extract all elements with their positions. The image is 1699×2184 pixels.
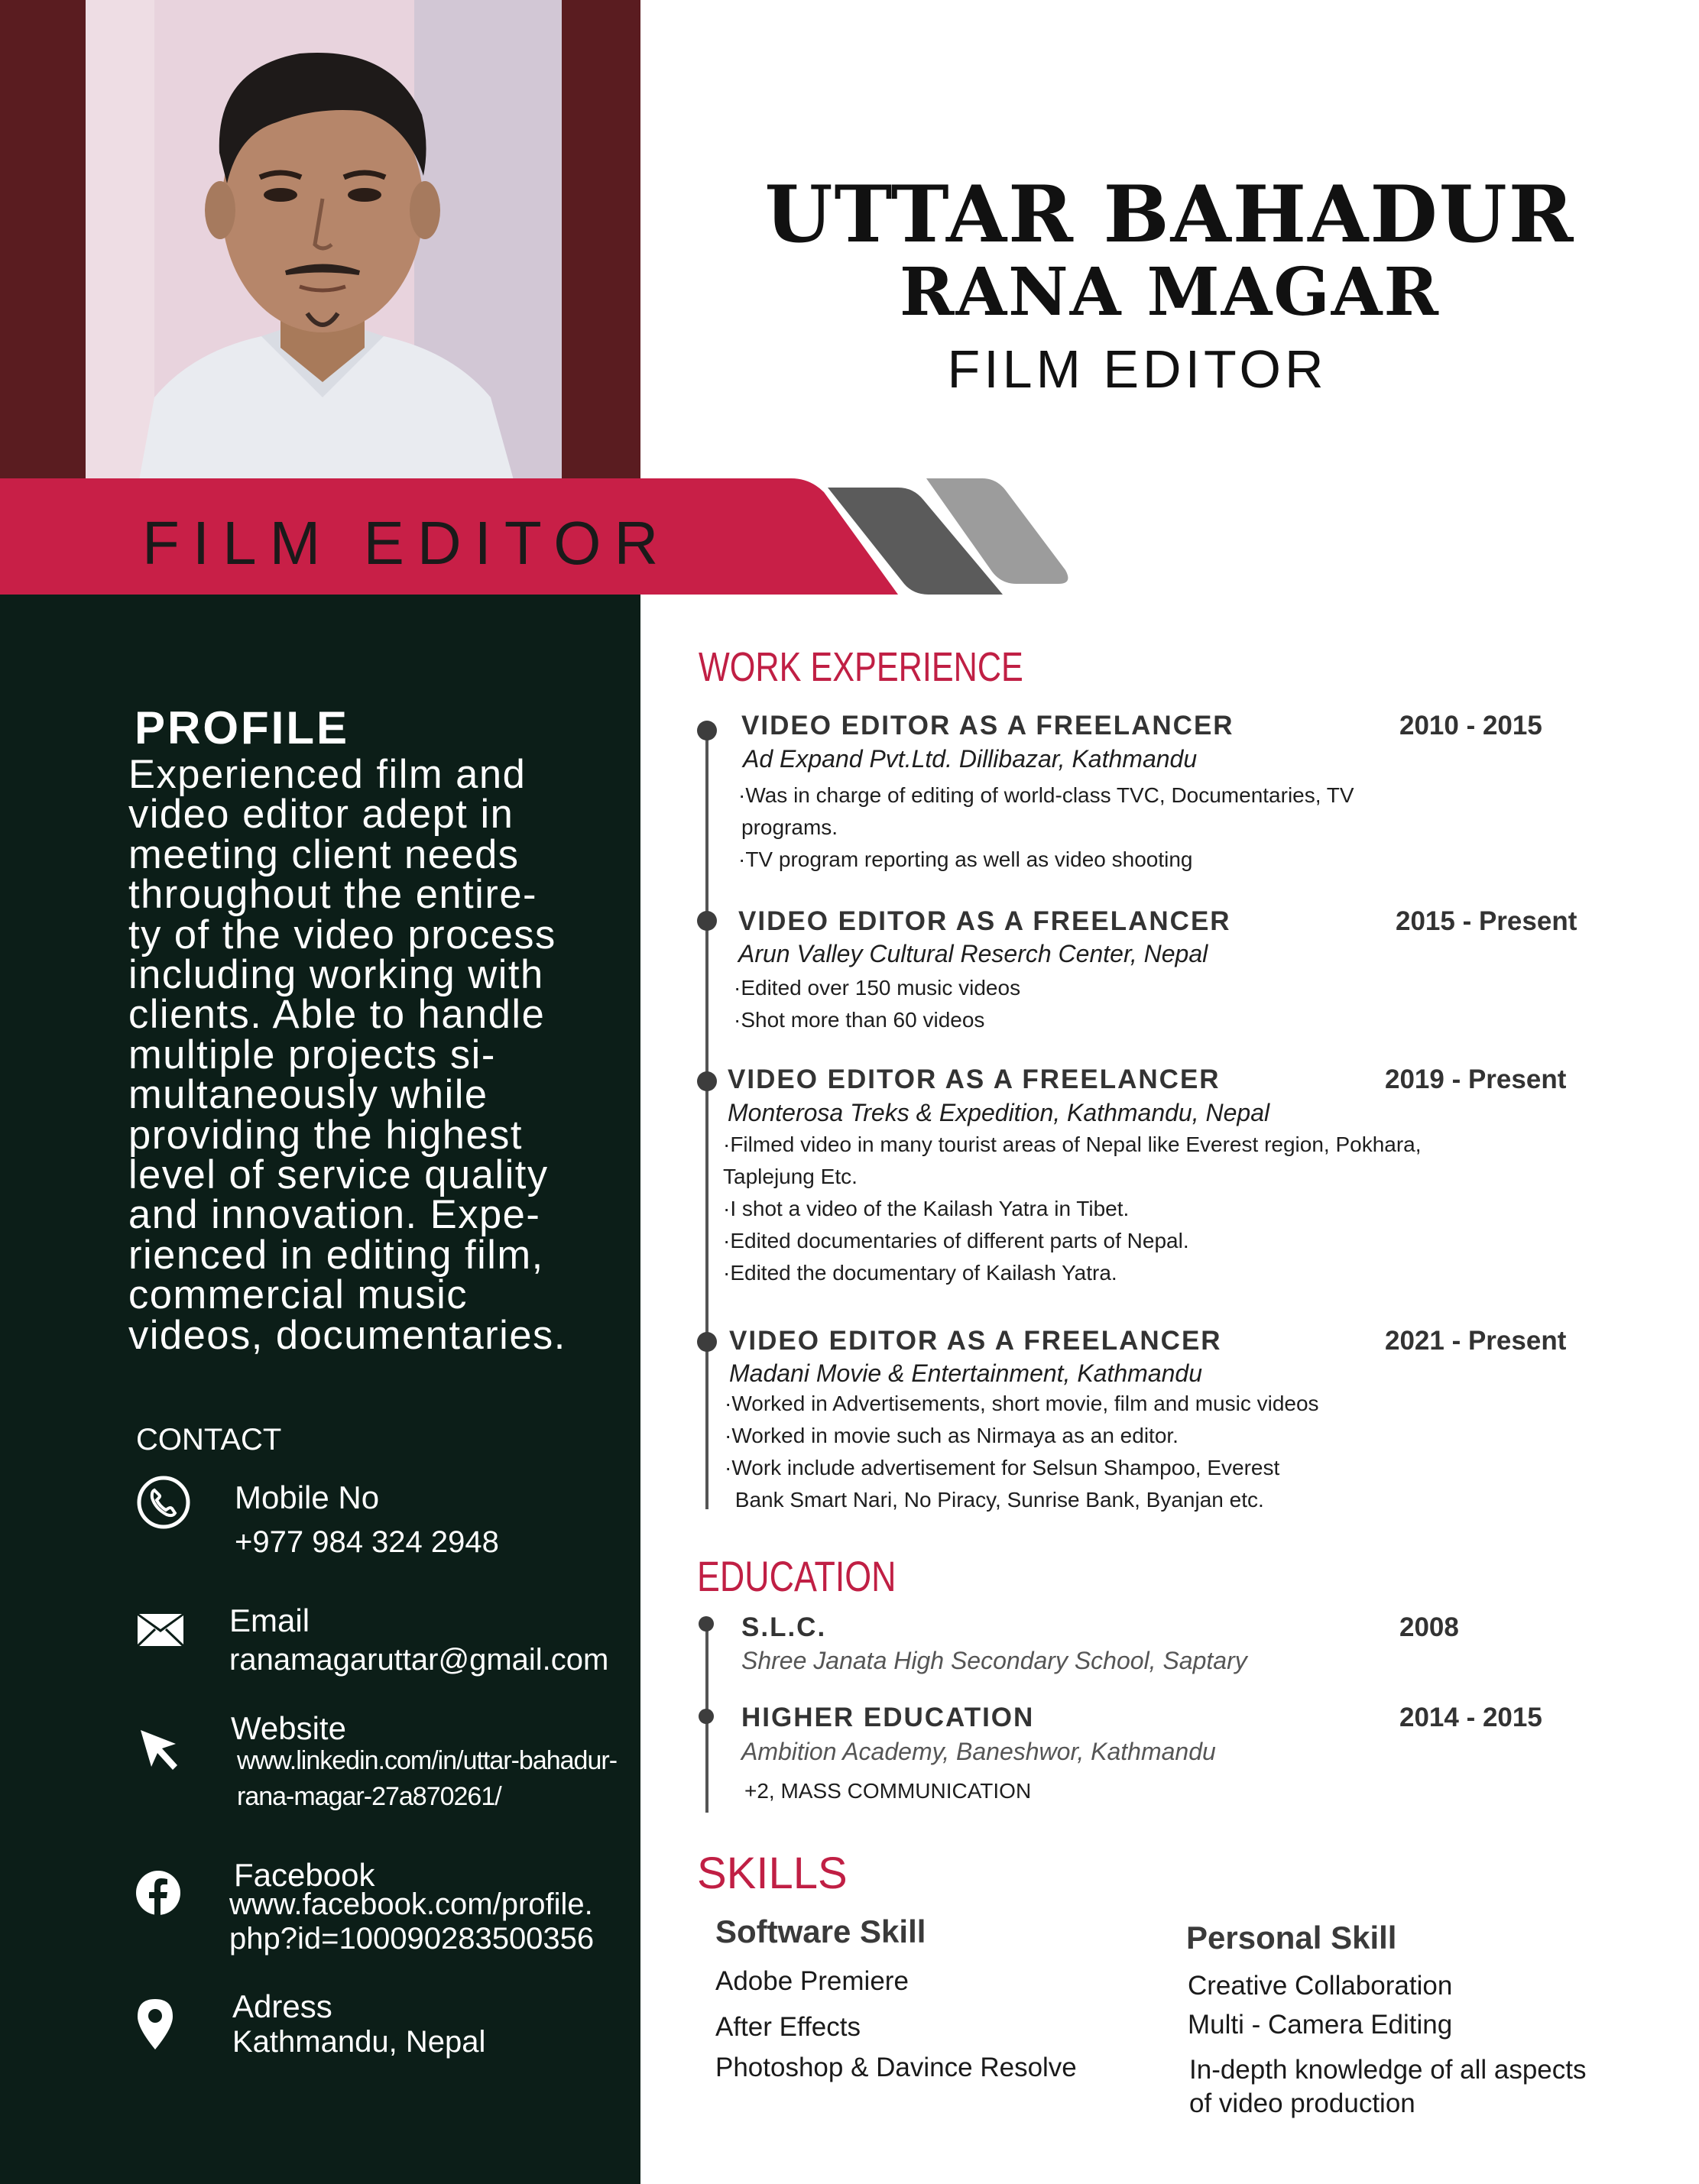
software-skill-heading: Software Skill: [715, 1913, 926, 1949]
job-role: VIDEO EDITOR AS A FREELANCER: [729, 1326, 1222, 1356]
job-years: 2010 - 2015: [1399, 711, 1542, 740]
timeline-dot: [697, 911, 717, 931]
personal-skill-item: of video production: [1189, 2088, 1415, 2118]
job-bullet: ·Worked in Advertisements, short movie, film and music videos: [725, 1392, 1319, 1415]
job-bullet: ·Edited over 150 music videos: [734, 976, 1021, 1000]
job-company: Arun Valley Cultural Reserch Center, Nepal: [738, 940, 1208, 967]
location-pin-icon: [136, 1998, 174, 2051]
portrait-illustration: [86, 0, 562, 480]
job-title: FILM EDITOR: [947, 339, 1328, 399]
profile-line: providing the highest: [128, 1112, 523, 1158]
job-bullet: ·Work include advertisement for Selsun Shampoo, Everest: [725, 1456, 1280, 1479]
facebook-icon: [135, 1869, 182, 1917]
profile-line: ty of the video process: [128, 912, 556, 958]
website-label: Website: [231, 1710, 346, 1746]
skills-heading: SKILLS: [697, 1849, 848, 1898]
job-bullet: Bank Smart Nari, No Piracy, Sunrise Bank, Byanjan etc.: [729, 1488, 1264, 1512]
profile-line: commercial music: [128, 1272, 469, 1318]
job-bullet: Taplejung Etc.: [723, 1165, 858, 1188]
education-degree: S.L.C.: [741, 1612, 827, 1642]
job-company: Ad Expand Pvt.Ltd. Dillibazar, Kathmandu: [743, 745, 1198, 773]
cursor-icon: [138, 1727, 183, 1773]
job-company: Monterosa Treks & Expedition, Kathmandu, Nepal: [728, 1099, 1270, 1126]
mobile-value[interactable]: +977 984 324 2948: [235, 1525, 499, 1559]
education-school: Shree Janata High Secondary School, Saptary: [741, 1647, 1247, 1674]
job-years: 2021 - Present: [1385, 1326, 1567, 1356]
phone-icon: [136, 1475, 191, 1530]
address-label: Adress: [232, 1988, 332, 2024]
personal-skill-item: Multi - Camera Editing: [1188, 2010, 1453, 2040]
job-bullet: programs.: [741, 815, 838, 839]
facebook-label: Facebook: [234, 1857, 375, 1893]
job-role: VIDEO EDITOR AS A FREELANCER: [738, 906, 1231, 936]
profile-line: multiple projects si-: [128, 1032, 496, 1077]
job-role: VIDEO EDITOR AS A FREELANCER: [728, 1064, 1221, 1094]
profile-line: multaneously while: [128, 1072, 488, 1118]
profile-line: and innovation. Expe-: [128, 1192, 541, 1238]
timeline-dot: [697, 1071, 717, 1091]
timeline-dot: [699, 1616, 714, 1632]
personal-skill-item: Creative Collaboration: [1188, 1971, 1453, 2001]
facebook-value-line-2[interactable]: php?id=100090283500356: [229, 1922, 595, 1956]
name-last: RANA MAGAR: [899, 254, 1441, 331]
profile-line: rienced in editing film,: [128, 1232, 544, 1278]
profile-line: Experienced film and: [128, 752, 527, 797]
ribbon-title: FILM EDITOR: [142, 509, 672, 577]
mobile-label: Mobile No: [235, 1479, 380, 1515]
job-bullet: ·TV program reporting as well as video shooting: [738, 847, 1193, 871]
profile-line: including working with: [128, 952, 544, 998]
profile-line: video editor adept in: [128, 792, 514, 838]
profile-photo: [86, 0, 562, 480]
education-heading: EDUCATION: [697, 1552, 897, 1600]
profile-heading: PROFILE: [135, 702, 350, 753]
job-bullet: ·Edited the documentary of Kailash Yatra.: [723, 1261, 1117, 1285]
name-first: UTTAR BAHADUR: [764, 169, 1575, 261]
job-role: VIDEO EDITOR AS A FREELANCER: [741, 711, 1234, 740]
job-bullet: ·Worked in movie such as Nirmaya as an editor.: [725, 1424, 1179, 1447]
email-label: Email: [229, 1602, 310, 1638]
website-value-line-1[interactable]: www.linkedin.com/in/uttar-bahadur-: [237, 1746, 618, 1775]
education-school: Ambition Academy, Baneshwor, Kathmandu: [741, 1738, 1216, 1765]
personal-skill-heading: Personal Skill: [1186, 1920, 1397, 1956]
work-experience-heading: WORK EXPERIENCE: [699, 644, 1023, 690]
envelope-icon: [136, 1612, 185, 1648]
profile-line: meeting client needs: [128, 831, 520, 877]
address-value: Kathmandu, Nepal: [232, 2025, 486, 2059]
software-skill-item: After Effects: [715, 2012, 861, 2042]
job-years: 2015 - Present: [1396, 906, 1577, 936]
profile-text: [128, 752, 618, 1358]
website-value-line-2[interactable]: rana-magar-27a870261/: [237, 1782, 501, 1811]
job-bullet: ·Was in charge of editing of world-class TVC, Documentaries, TV: [738, 783, 1354, 807]
education-year: 2008: [1399, 1612, 1459, 1642]
software-skill-item: Photoshop & Davince Resolve: [715, 2053, 1077, 2082]
job-bullet: ·Shot more than 60 videos: [734, 1008, 985, 1032]
profile-line: throughout the entire-: [128, 872, 538, 918]
software-skill-item: Adobe Premiere: [715, 1966, 909, 1996]
profile-line: videos, documentaries.: [128, 1312, 566, 1358]
education-note: +2, MASS COMMUNICATION: [744, 1779, 1032, 1803]
personal-skill-item: In-depth knowledge of all aspects: [1189, 2055, 1587, 2085]
timeline-dot: [697, 1332, 717, 1352]
profile-line: clients. Able to handle: [128, 992, 546, 1038]
work-timeline-line: [705, 730, 708, 1509]
timeline-dot: [697, 721, 717, 740]
email-value[interactable]: ranamagaruttar@gmail.com: [229, 1643, 609, 1677]
timeline-dot: [699, 1709, 714, 1724]
facebook-value-line-1[interactable]: www.facebook.com/profile.: [229, 1888, 593, 1921]
job-company: Madani Movie & Entertainment, Kathmandu: [729, 1359, 1202, 1387]
education-year: 2014 - 2015: [1399, 1703, 1542, 1732]
job-bullet: ·Filmed video in many tourist areas of Nepal like Everest region, Pokhara,: [723, 1133, 1422, 1156]
education-degree: HIGHER EDUCATION: [741, 1703, 1035, 1732]
contact-heading: CONTACT: [136, 1423, 282, 1457]
job-bullet: ·Edited documentaries of different parts of Nepal.: [723, 1229, 1189, 1252]
job-bullet: ·I shot a video of the Kailash Yatra in Tibet.: [723, 1197, 1130, 1220]
profile-line: level of service quality: [128, 1152, 549, 1198]
job-years: 2019 - Present: [1385, 1064, 1567, 1094]
